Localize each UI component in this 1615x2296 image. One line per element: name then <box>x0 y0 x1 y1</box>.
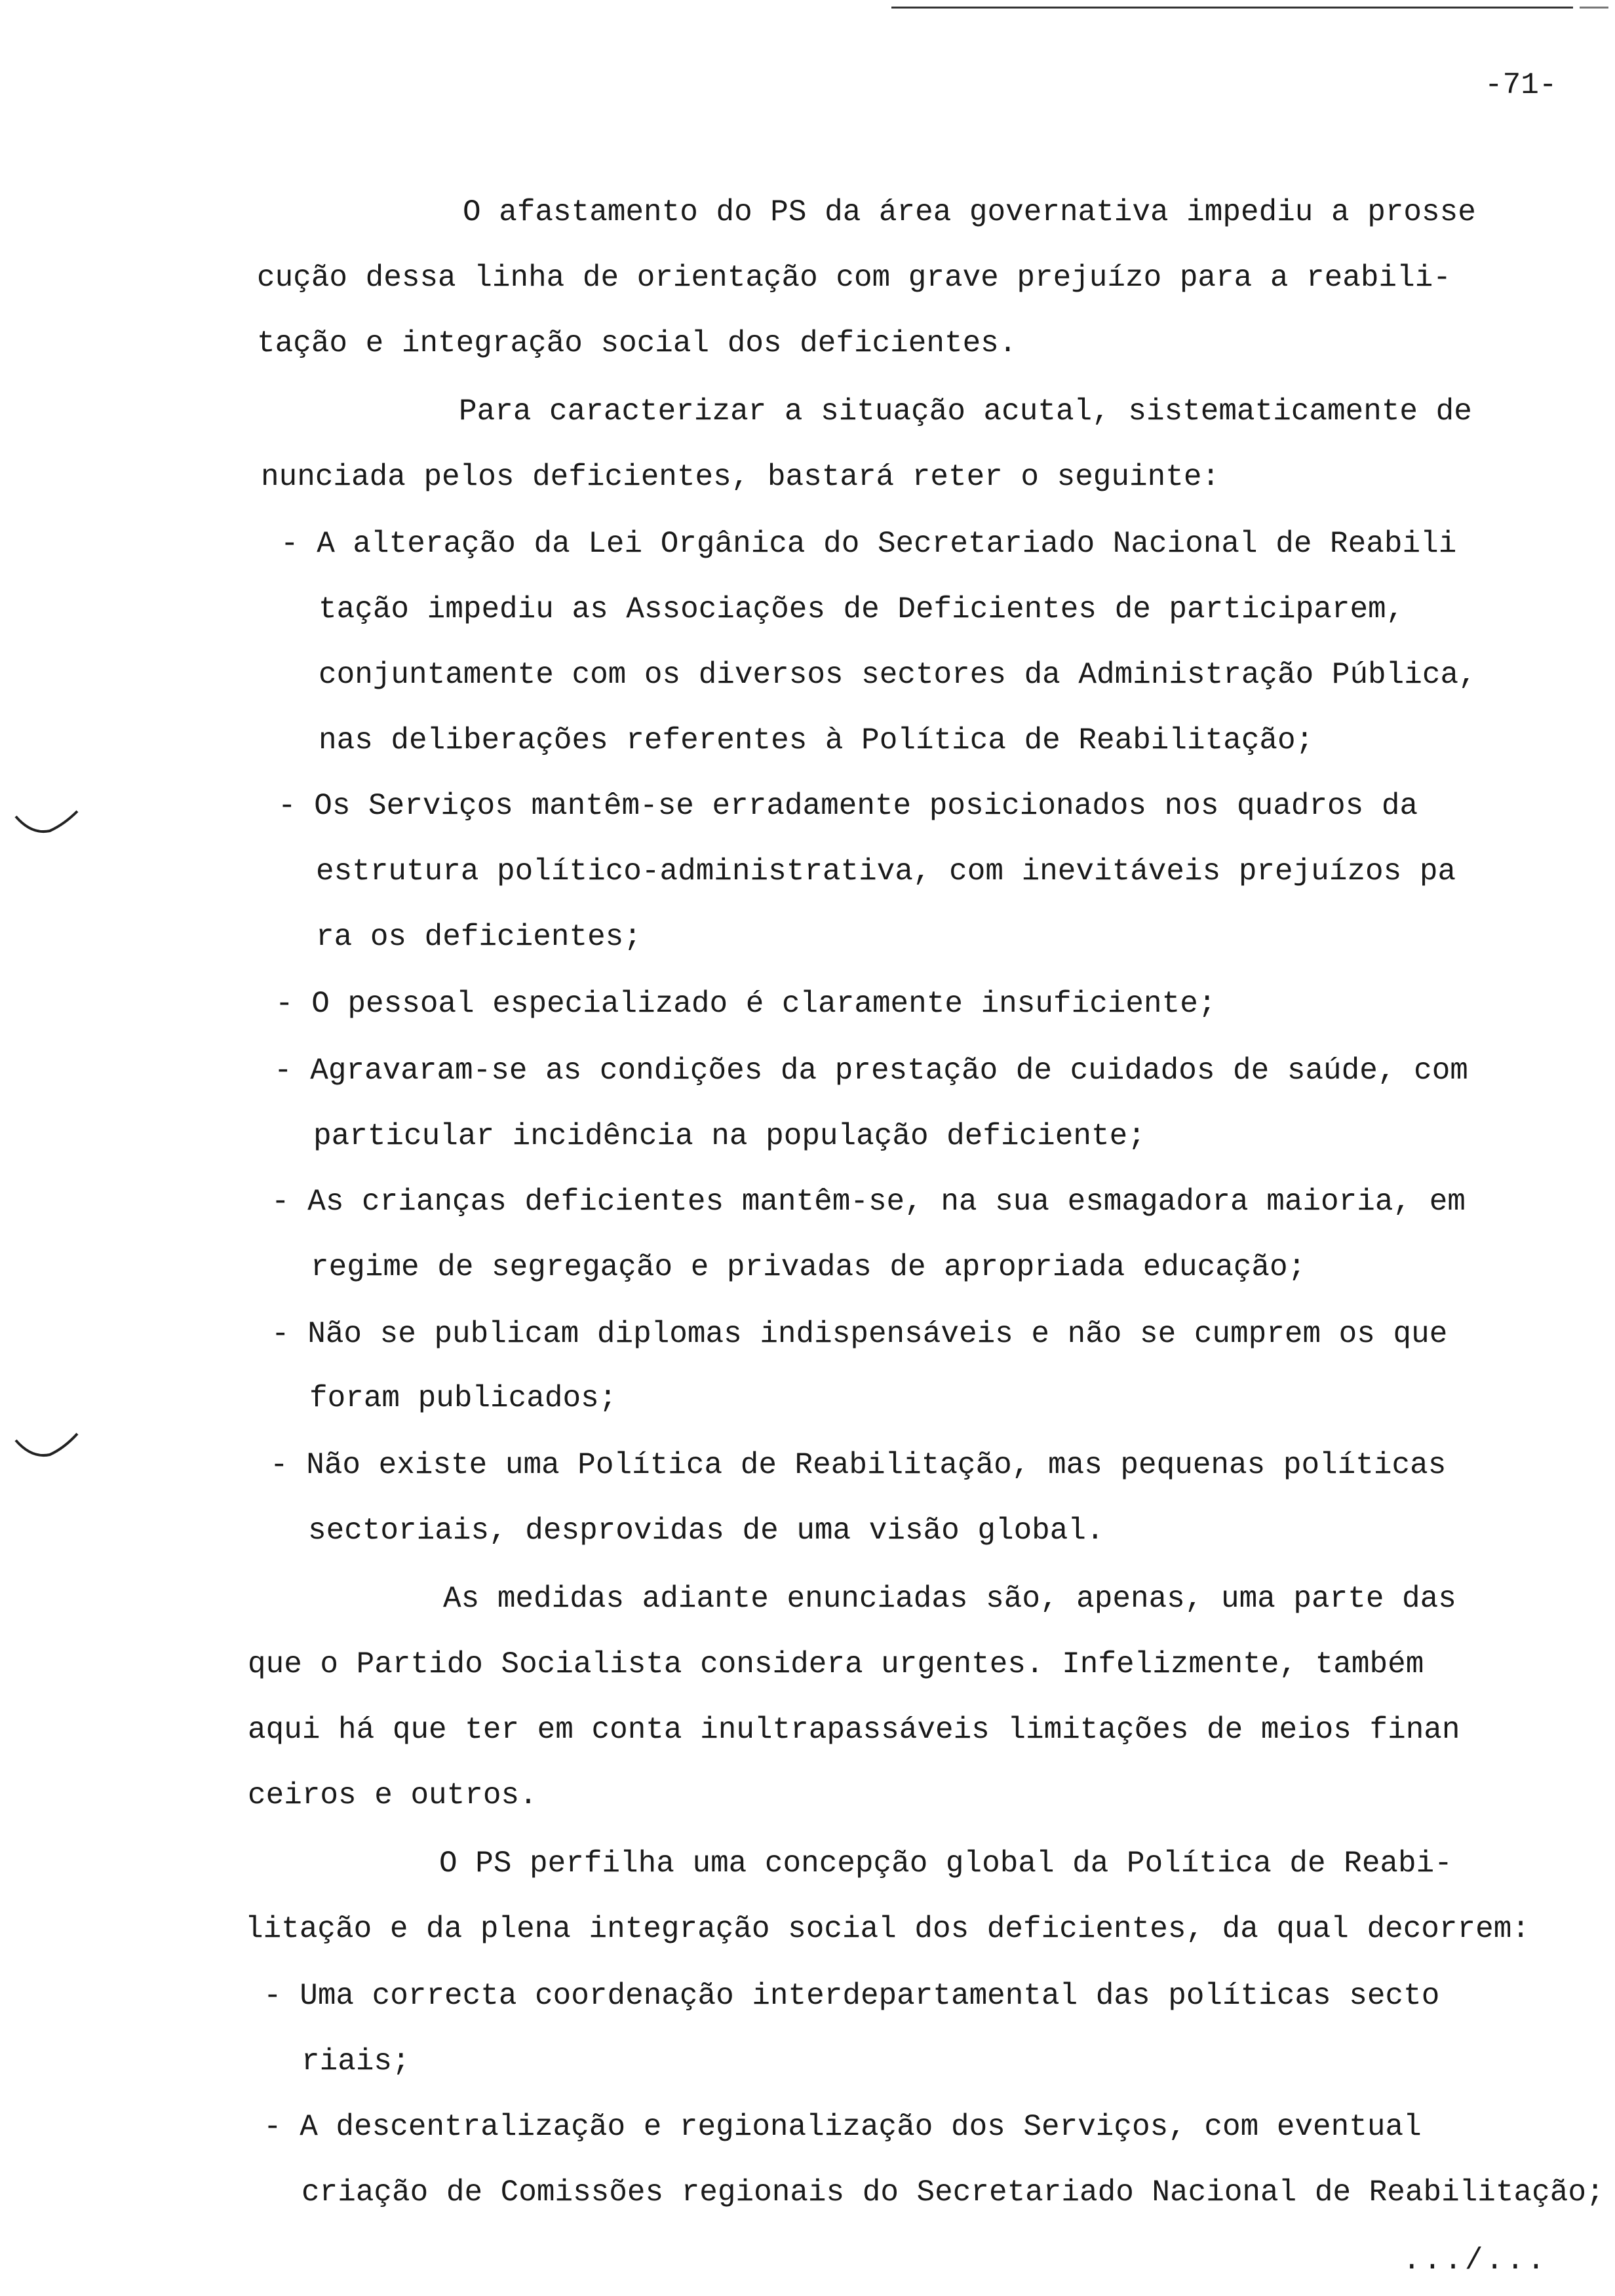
continuation-mark: .../... <box>1403 2244 1548 2278</box>
list-item: - Não existe uma Política de Reabilitação, mas pequenas políticas <box>270 1448 1447 1482</box>
text-line: O afastamento do PS da área governativa impediu a prosse <box>463 195 1476 229</box>
text-line: nunciada pelos deficientes, bastará reter o seguinte: <box>261 460 1220 494</box>
text-line: litação e da plena integração social dos deficientes, da qual decorrem: <box>245 1912 1530 1946</box>
check-mark-icon <box>12 1430 84 1469</box>
list-item-continuation: ra os deficientes; <box>316 920 642 954</box>
list-item: - A alteração da Lei Orgânica do Secretariado Nacional de Reabili <box>281 527 1457 561</box>
list-item-continuation: tação impediu as Associações de Deficientes de participarem, <box>319 592 1405 626</box>
list-item-continuation: regime de segregação e privadas de apropriada educação; <box>311 1250 1306 1284</box>
text-line: aqui há que ter em conta inultrapassáveis limitações de meios finan <box>248 1713 1460 1747</box>
page-number: -71- <box>1485 68 1557 102</box>
text-line: ceiros e outros. <box>248 1778 537 1812</box>
list-item-continuation: sectoriais, desprovidas de uma visão global. <box>308 1514 1104 1548</box>
text-line: cução dessa linha de orientação com grave prejuízo para a reabili- <box>257 261 1451 295</box>
list-item-continuation: criação de Comissões regionais do Secretariado Nacional de Reabilitação; <box>302 2175 1605 2210</box>
list-item: - Os Serviços mantêm-se erradamente posicionados nos quadros da <box>278 789 1418 823</box>
text-line: tação e integração social dos deficientes. <box>257 326 1017 360</box>
text-line: O PS perfilha uma concepção global da Política de Reabi- <box>439 1846 1452 1881</box>
list-item: - Agravaram-se as condições da prestação de cuidados de saúde, com <box>274 1054 1468 1088</box>
top-rule-fragment <box>1580 7 1608 9</box>
text-line: Para caracterizar a situação acutal, sistematicamente de <box>459 394 1472 429</box>
list-item: - As crianças deficientes mantêm-se, na sua esmagadora maioria, em <box>271 1185 1466 1219</box>
text-line: As medidas adiante enunciadas são, apenas, uma parte das <box>443 1582 1456 1616</box>
list-item-continuation: particular incidência na população deficiente; <box>313 1119 1146 1153</box>
check-mark-icon <box>12 805 84 844</box>
list-item-continuation: foram publicados; <box>309 1381 617 1415</box>
list-item: - A descentralização e regionalização dos Serviços, com eventual <box>263 2110 1422 2144</box>
top-rule <box>891 7 1573 9</box>
list-item-continuation: nas deliberações referentes à Política de Reabilitação; <box>319 723 1314 757</box>
list-item: - O pessoal especializado é claramente insuficiente; <box>275 987 1216 1021</box>
list-item: - Não se publicam diplomas indispensáveis e não se cumprem os que <box>271 1317 1448 1351</box>
list-item-continuation: riais; <box>302 2044 410 2078</box>
list-item-continuation: estrutura político-administrativa, com inevitáveis prejuízos pa <box>316 854 1456 889</box>
text-line: que o Partido Socialista considera urgentes. Infelizmente, também <box>248 1647 1424 1681</box>
list-item: - Uma correcta coordenação interdepartamental das políticas secto <box>263 1979 1440 2013</box>
list-item-continuation: conjuntamente com os diversos sectores da Administração Pública, <box>319 658 1477 692</box>
